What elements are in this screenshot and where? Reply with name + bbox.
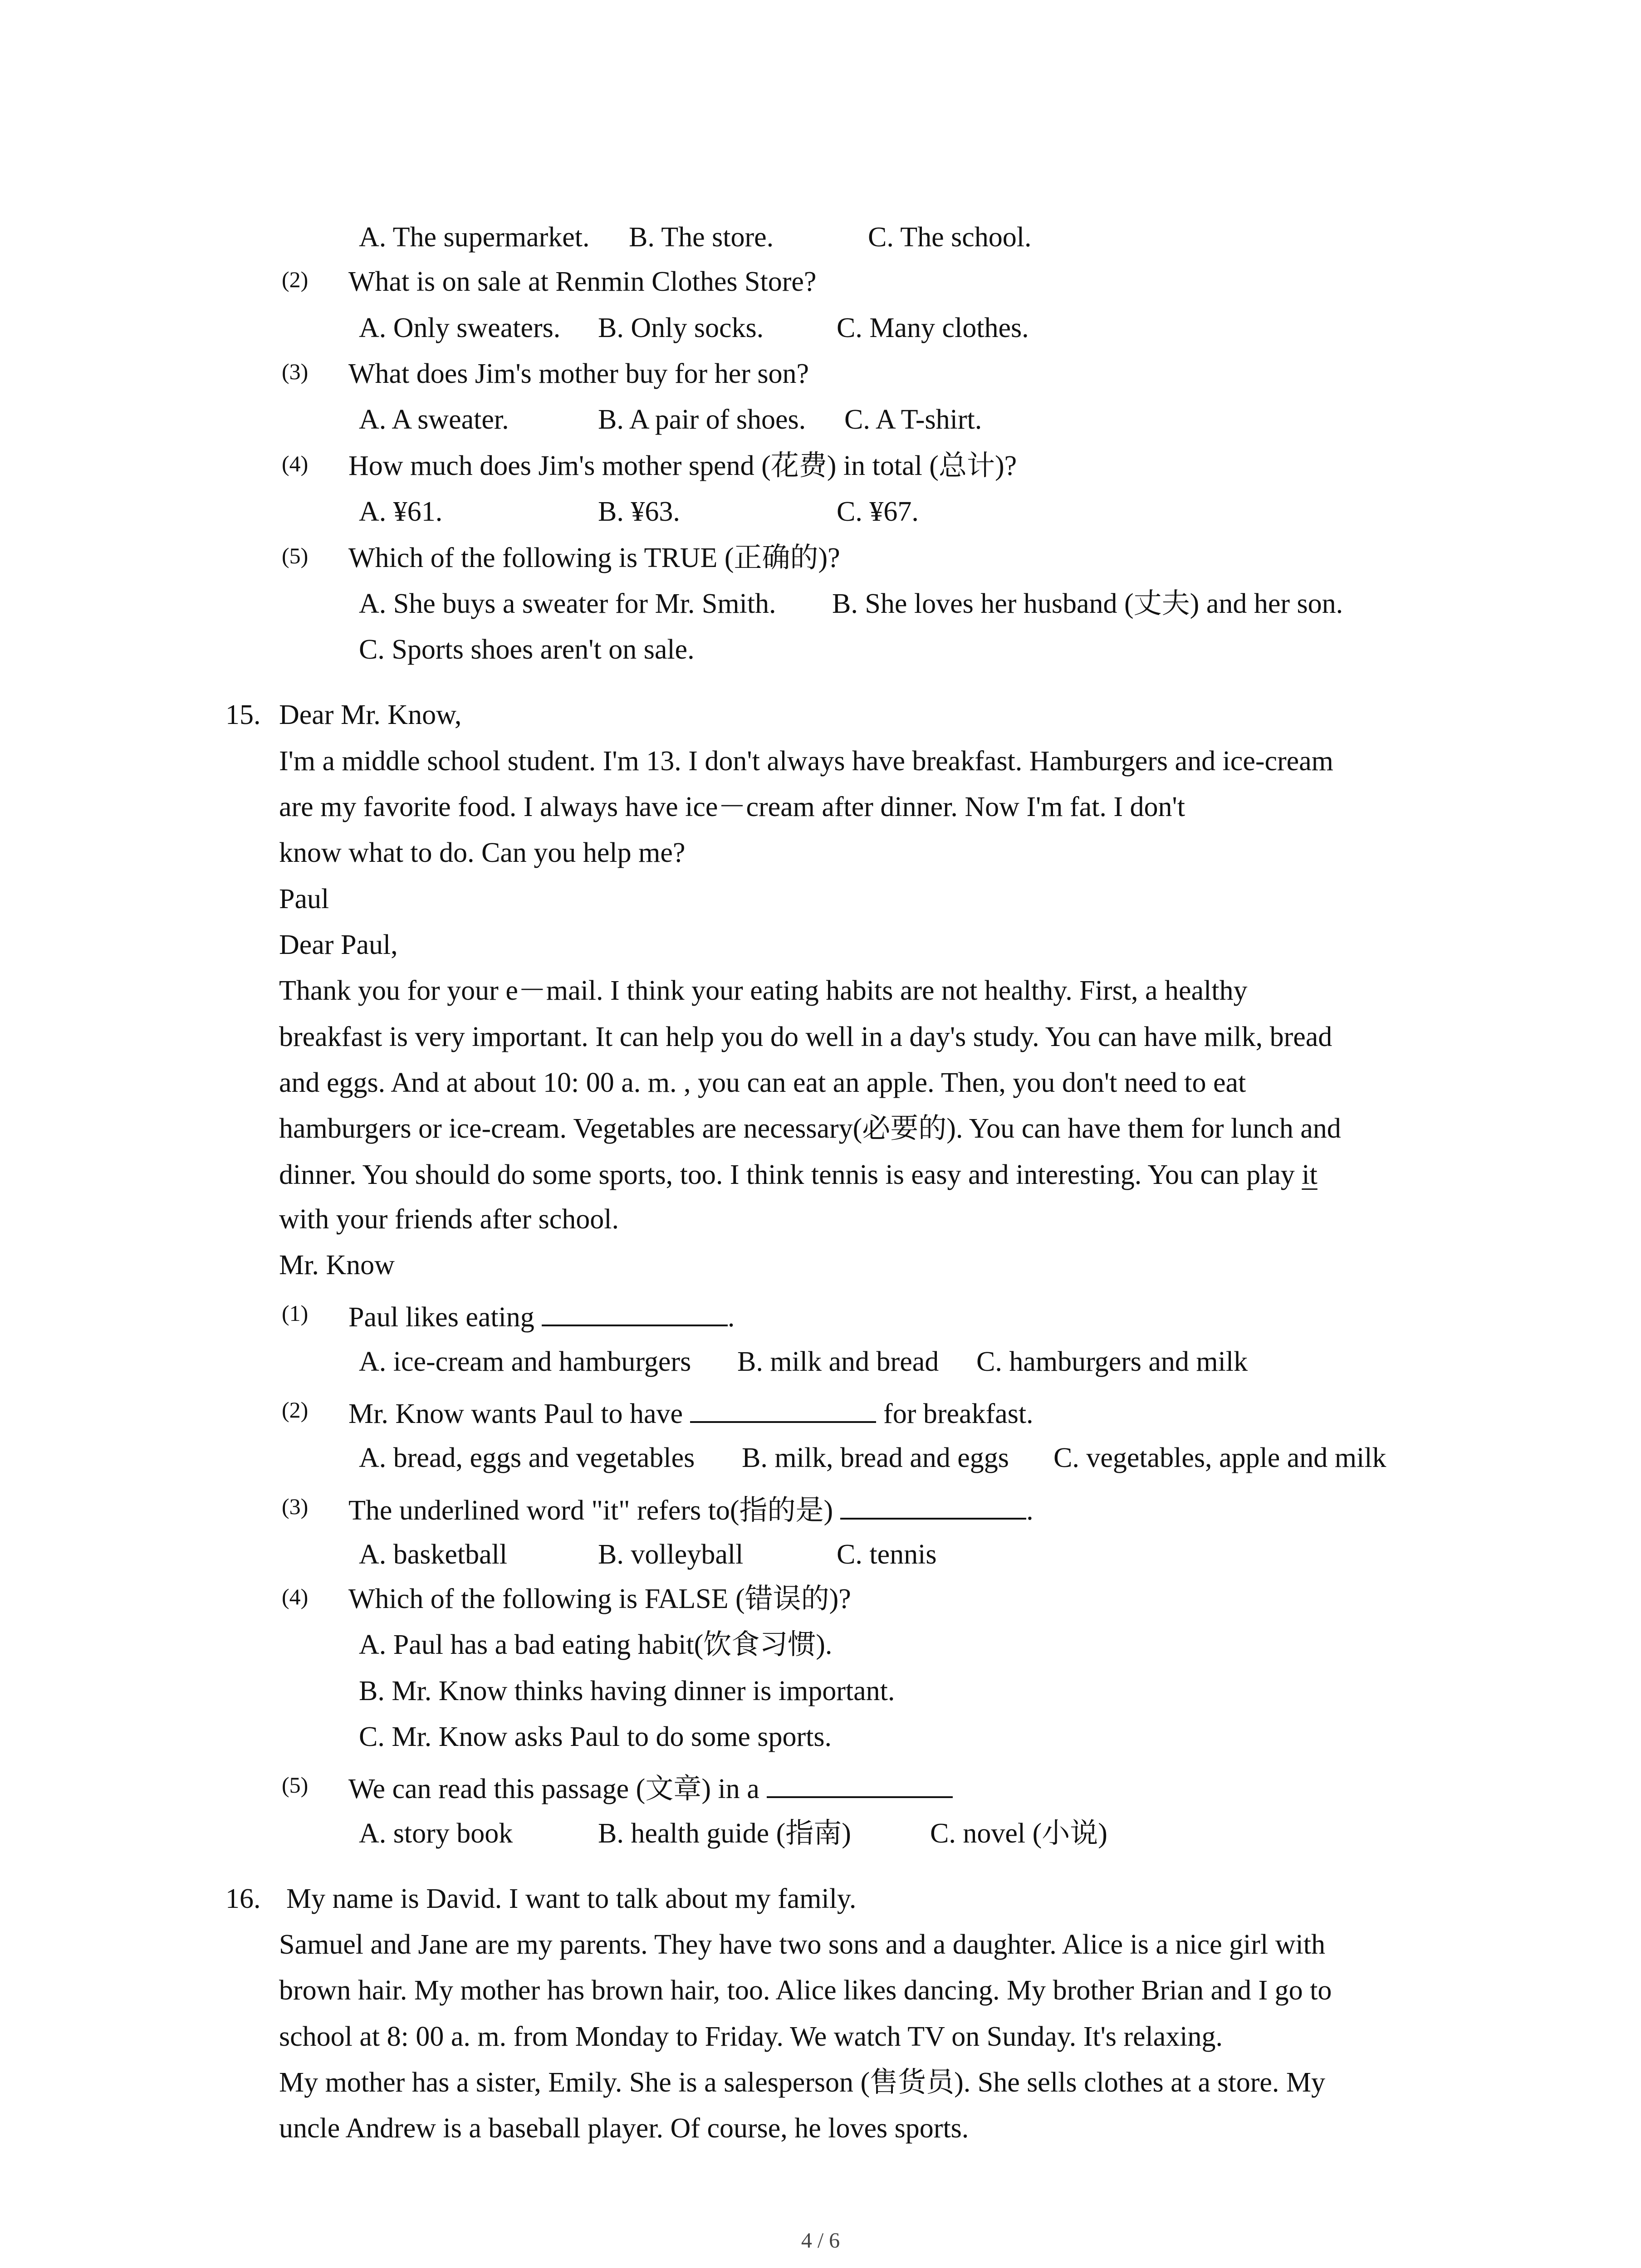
passage-line: with your friends after school. [279,1204,619,1235]
option-b: B. She loves her husband (丈夫) and her son. [832,588,1343,619]
question-text-before: Paul likes eating [348,1302,534,1333]
passage-line: Thank you for your e－mail. I think your eating habits are not healthy. First, a healthy [279,975,1248,1006]
sub-question-text [348,1293,735,1338]
passage-line: Samuel and Jane are my parents. They have two sons and a daughter. Alice is a nice girl with [279,1929,1325,1960]
option-c: C. hamburgers and milk [976,1346,1248,1377]
passage-text: dinner. You should do some sports, too. I think tennis is easy and interesting. You can play [279,1159,1302,1190]
sub-question-text: Which of the following is FALSE (错误的)? [348,1584,851,1614]
passage-line: uncle Andrew is a baseball player. Of course, he loves sports. [279,2113,969,2144]
option-a: A. story book [359,1818,513,1849]
option-b: B. volleyball [598,1539,744,1570]
question-text-after: . [1026,1495,1034,1526]
passage-line: school at 8: 00 a. m. from Monday to Friday. We watch TV on Sunday. It's relaxing. [279,2021,1223,2052]
option-b: B. Only socks. [598,313,764,343]
question-text-before: Mr. Know wants Paul to have [348,1398,683,1429]
passage-line: breakfast is very important. It can help you do well in a day's study. You can have milk, bread [279,1022,1332,1052]
option-a: A. bread, eggs and vegetables [359,1442,695,1473]
option-a: A. ice-cream and hamburgers [359,1346,691,1377]
sub-question-text: What does Jim's mother buy for her son? [348,358,809,389]
answer-blank [542,1293,728,1326]
letter-salutation: Dear Mr. Know, [279,699,462,730]
option-a: A. basketball [359,1539,508,1570]
answer-blank [767,1765,953,1798]
option-b: B. A pair of shoes. [598,404,806,435]
underlined-word: it [1302,1159,1318,1190]
sub-question-text [348,1765,953,1810]
letter-signature: Paul [279,884,329,914]
passage-line: I'm a middle school student. I'm 13. I don't always have breakfast. Hamburgers and ice-cream [279,746,1333,777]
passage-line: My mother has a sister, Emily. She is a salesperson (售货员). She sells clothes at a store. My [279,2067,1326,2098]
sub-question-number: (5) [282,1772,309,1798]
option-c: C. ¥67. [837,496,919,527]
option-c: C. Many clothes. [837,313,1029,343]
passage-line: and eggs. And at about 10: 00 a. m. , you can eat an apple. Then, you don't need to eat [279,1067,1246,1098]
answer-blank [690,1389,876,1423]
option-c: C. tennis [837,1539,937,1570]
option-b: B. Mr. Know thinks having dinner is important. [359,1676,895,1706]
sub-question-number: (2) [282,267,309,292]
answer-blank [840,1486,1026,1520]
passage-line: brown hair. My mother has brown hair, too. Alice likes dancing. My brother Brian and I go to [279,1975,1332,2006]
sub-question-number: (1) [282,1300,309,1326]
question-text-before: We can read this passage (文章) in a [348,1774,759,1804]
option-a: A. ¥61. [359,496,443,527]
question-text-after: for breakfast. [883,1398,1034,1429]
option-c: C. The school. [868,222,1032,253]
option-c: C. vegetables, apple and milk [1053,1442,1386,1473]
sub-question-text: What is on sale at Renmin Clothes Store? [348,266,817,297]
option-a: A. Paul has a bad eating habit(饮食习惯). [359,1629,833,1660]
sub-question-text [348,1486,1034,1531]
question-text-before: The underlined word "it" refers to(指的是) [348,1495,833,1526]
passage-line: are my favorite food. I always have ice－cream after dinner. Now I'm fat. I don't [279,792,1185,822]
option-c: C. Sports shoes aren't on sale. [359,634,695,665]
option-a: A. She buys a sweater for Mr. Smith. [359,588,776,619]
passage-line: hamburgers or ice-cream. Vegetables are necessary(必要的). You can have them for lunch and [279,1113,1341,1144]
option-a: A. The supermarket. [359,222,590,253]
reply-salutation: Dear Paul, [279,929,398,960]
option-b: B. milk and bread [737,1346,939,1377]
option-a: A. Only sweaters. [359,313,561,343]
option-c: C. novel (小说) [930,1818,1107,1849]
passage-line: My name is David. I want to talk about my family. [286,1883,857,1914]
passage-line [279,1152,1318,1198]
sub-question-number: (3) [282,1494,309,1519]
option-c: C. Mr. Know asks Paul to do some sports. [359,1721,832,1752]
option-b: B. The store. [629,222,774,253]
sub-question-number: (3) [282,359,309,384]
sub-question-text [348,1389,1034,1435]
question-text-after: . [727,1302,735,1333]
option-b: B. ¥63. [598,496,680,527]
option-b: B. health guide (指南) [598,1818,851,1849]
question-number: 15. [225,699,261,730]
question-number: 16. [225,1883,261,1914]
sub-question-number: (2) [282,1397,309,1422]
page-number: 4 / 6 [801,2229,840,2253]
sub-question-text: How much does Jim's mother spend (花费) in total (总计)? [348,450,1017,481]
passage-line: know what to do. Can you help me? [279,837,686,868]
option-a: A. A sweater. [359,404,509,435]
sub-question-number: (5) [282,543,309,568]
sub-question-number: (4) [282,1584,309,1609]
option-c: C. A T-shirt. [844,404,982,435]
sub-question-number: (4) [282,451,309,476]
reply-signature: Mr. Know [279,1250,395,1281]
sub-question-text: Which of the following is TRUE (正确的)? [348,543,840,573]
option-b: B. milk, bread and eggs [742,1442,1009,1473]
